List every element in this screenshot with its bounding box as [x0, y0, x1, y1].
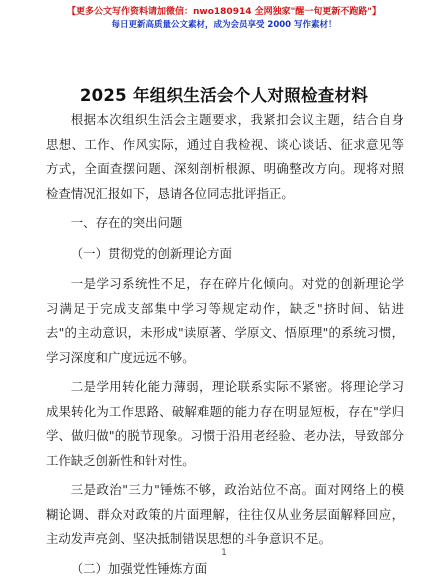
subsection-heading-party-spirit: （二）加强党性锤炼方面	[70, 560, 208, 576]
body-paragraph-2: 二是学用转化能力薄弱，理论联系实际不紧密。将理论学习成果转化为工作思路、破解难题的能力存在明显短板，存在"学归学、做归做"的脱节现象。习惯于沿用老经验、老办法，导致部分工作缺乏创新性和针对性。	[46, 379, 404, 468]
body-paragraph-1: 一是学习系统性不足，存在碎片化倾向。对党的创新理论学习满足于完成支部集中学习等规定动作，缺乏"挤时间、钻进去"的主动意识，未形成"读原著、学原文、悟原理"的系统习惯，学习深度和广度远远不够。	[46, 276, 404, 365]
promo-banner-line-1: 【更多公文写作资料请加微信：nwo180914 全网独家"醒一旬更新不跑路"】	[67, 7, 381, 17]
body-paragraph-3: 三是政治"三力"锤炼不够，政治站位不高。面对网络上的模糊论调、群众对政策的片面理解，往往仅从业务层面解释回应，主动发声亮剑、坚决抵制错误思想的斗争意识不足。	[46, 482, 404, 546]
promo-banner-line-2: 每日更新高质量公文素材，成为会员享受 2000 写作素材！	[111, 20, 337, 30]
page-number: 1	[221, 548, 227, 558]
section-heading-problems: 一、存在的突出问题	[70, 215, 183, 230]
document-body	[46, 108, 404, 587]
intro-paragraph: 根据本次组织生活会主题要求，我紧扣会议主题，结合自身思想、工作、作风实际，通过自我检视、谈心谈话、征求意见等方式，全面查摆问题、深刻剖析根源、明确整改方向。现将对照检查情况汇报如下，恳请各位同志批评指正。	[46, 112, 404, 201]
document-title: 2025 年组织生活会个人对照检查材料	[79, 86, 369, 105]
subsection-heading-theory: （一）贯彻党的创新理论方面	[70, 245, 232, 261]
promo-banner	[0, 6, 448, 32]
